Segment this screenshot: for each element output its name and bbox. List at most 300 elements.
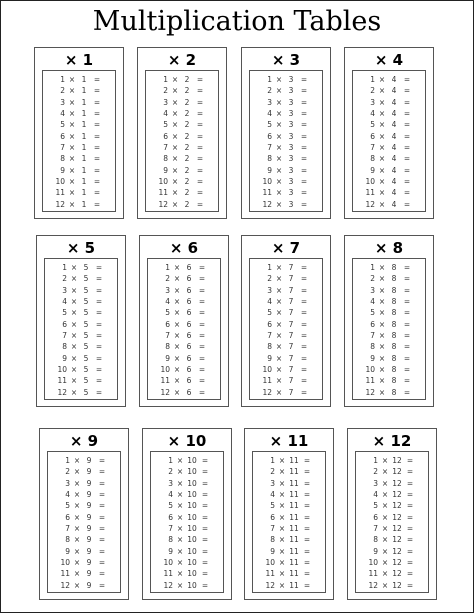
- factor: 11: [289, 456, 299, 465]
- multiplier: 8: [267, 342, 272, 352]
- times-sign: ×: [70, 331, 78, 341]
- equals-sign: =: [403, 109, 411, 119]
- equals-sign: =: [406, 512, 414, 522]
- factor: 5: [83, 331, 89, 341]
- equals-sign: =: [95, 331, 103, 341]
- multiplier: 1: [168, 456, 173, 465]
- multiplier: 5: [270, 501, 275, 511]
- table-title: × 8: [374, 239, 404, 257]
- factor: 5: [83, 342, 89, 352]
- multiplier: 6: [370, 319, 375, 329]
- multiplier: 8: [370, 342, 375, 352]
- equals-sign: =: [93, 75, 101, 84]
- factor: 10: [187, 456, 197, 465]
- multiplier: 12: [55, 199, 65, 209]
- equals-sign: =: [406, 535, 414, 545]
- times-sign: ×: [171, 86, 179, 96]
- table-row: [148, 330, 220, 341]
- multiplier: 12: [163, 580, 173, 590]
- times-sign: ×: [68, 97, 76, 107]
- times-sign: ×: [278, 569, 286, 579]
- table-row: [43, 119, 115, 130]
- table-row: [250, 262, 322, 273]
- factor: 12: [392, 546, 402, 556]
- table-title: × 10: [167, 432, 207, 450]
- factor: 1: [81, 97, 87, 107]
- table-rows: [148, 262, 220, 398]
- times-sign: ×: [73, 501, 81, 511]
- multiplier: 12: [262, 387, 272, 397]
- multiplier: 4: [62, 297, 67, 307]
- times-sign: ×: [275, 342, 283, 352]
- times-sign: ×: [275, 131, 283, 141]
- table-row: [48, 489, 120, 500]
- equals-sign: =: [403, 342, 411, 352]
- times-sign: ×: [73, 490, 81, 500]
- factor: 10: [187, 512, 197, 522]
- equals-sign: =: [303, 501, 311, 511]
- equals-sign: =: [403, 188, 411, 198]
- table-row: [148, 375, 220, 386]
- table-row: [353, 296, 425, 307]
- multiplier: 6: [168, 512, 173, 522]
- table-row: [151, 523, 223, 534]
- equals-sign: =: [300, 165, 308, 175]
- factor: 5: [83, 285, 89, 295]
- factor: 4: [391, 188, 397, 198]
- times-sign: ×: [378, 365, 386, 375]
- times-sign: ×: [381, 524, 389, 534]
- table-row: [45, 307, 117, 318]
- times-sign: ×: [381, 512, 389, 522]
- table-row: [353, 97, 425, 108]
- multiplier: 1: [165, 263, 170, 272]
- multiplier: 7: [165, 331, 170, 341]
- multiplier: 11: [160, 376, 170, 386]
- factor: 9: [86, 546, 92, 556]
- times-sign: ×: [381, 546, 389, 556]
- multiplier: 6: [62, 319, 67, 329]
- table-row: [356, 489, 428, 500]
- times-sign: ×: [173, 319, 181, 329]
- table-row: [353, 199, 425, 210]
- factor: 12: [392, 456, 402, 465]
- times-sign: ×: [173, 353, 181, 363]
- multiplier: 9: [373, 546, 378, 556]
- multiplier: 1: [270, 456, 275, 465]
- table-row: [151, 500, 223, 511]
- factor: 4: [391, 165, 397, 175]
- times-sign: ×: [275, 165, 283, 175]
- factor: 2: [184, 86, 190, 96]
- table-row: [151, 546, 223, 557]
- equals-sign: =: [98, 501, 106, 511]
- equals-sign: =: [300, 376, 308, 386]
- equals-sign: =: [403, 376, 411, 386]
- times-sign: ×: [70, 387, 78, 397]
- multiplier: 11: [262, 376, 272, 386]
- table-title: × 11: [269, 432, 309, 450]
- factor: 1: [81, 199, 87, 209]
- times-sign: ×: [378, 109, 386, 119]
- table-row: [43, 187, 115, 198]
- multiplier: 3: [163, 97, 168, 107]
- multiplier: 8: [373, 535, 378, 545]
- times-sign: ×: [176, 478, 184, 488]
- times-sign: ×: [73, 478, 81, 488]
- times-sign: ×: [381, 478, 389, 488]
- multiplier: 1: [62, 263, 67, 272]
- times-sign: ×: [73, 580, 81, 590]
- equals-sign: =: [95, 308, 103, 318]
- equals-sign: =: [196, 165, 204, 175]
- equals-sign: =: [403, 365, 411, 375]
- table-row: [45, 364, 117, 375]
- factor: 7: [288, 297, 294, 307]
- equals-sign: =: [93, 120, 101, 130]
- table-row: [48, 557, 120, 568]
- times-sign: ×: [378, 274, 386, 284]
- multiplier: 5: [62, 308, 67, 318]
- times-sign: ×: [70, 319, 78, 329]
- multiplier: 10: [365, 365, 375, 375]
- factor: 6: [186, 308, 192, 318]
- times-sign: ×: [278, 512, 286, 522]
- multiplier: 5: [267, 120, 272, 130]
- equals-sign: =: [98, 524, 106, 534]
- factor: 8: [391, 365, 397, 375]
- multiplier: 3: [165, 285, 170, 295]
- table-row: [250, 97, 322, 108]
- factor: 1: [81, 188, 87, 198]
- table-card-10: [142, 428, 232, 600]
- table-row: [353, 387, 425, 398]
- table-row: [250, 187, 322, 198]
- table-row: [48, 580, 120, 591]
- times-sign: ×: [173, 365, 181, 375]
- times-sign: ×: [278, 524, 286, 534]
- equals-sign: =: [98, 512, 106, 522]
- equals-sign: =: [303, 490, 311, 500]
- equals-sign: =: [403, 319, 411, 329]
- equals-sign: =: [300, 75, 308, 84]
- table-box: [47, 451, 121, 593]
- table-row: [148, 296, 220, 307]
- equals-sign: =: [406, 456, 414, 465]
- table-row: [253, 580, 325, 591]
- times-sign: ×: [73, 558, 81, 568]
- table-row: [43, 142, 115, 153]
- table-row: [48, 500, 120, 511]
- factor: 4: [391, 97, 397, 107]
- table-row: [353, 262, 425, 273]
- multiplier: 4: [163, 109, 168, 119]
- table-row: [48, 568, 120, 579]
- equals-sign: =: [201, 490, 209, 500]
- table-box: [352, 70, 426, 212]
- factor: 2: [184, 109, 190, 119]
- table-row: [250, 153, 322, 164]
- equals-sign: =: [95, 285, 103, 295]
- multiplier: 11: [265, 569, 275, 579]
- table-row: [146, 108, 218, 119]
- factor: 1: [81, 143, 87, 153]
- times-sign: ×: [378, 177, 386, 187]
- times-sign: ×: [275, 199, 283, 209]
- multiplier: 8: [270, 535, 275, 545]
- table-box: [147, 258, 221, 400]
- factor: 4: [391, 86, 397, 96]
- table-row: [356, 500, 428, 511]
- table-row: [250, 131, 322, 142]
- times-sign: ×: [176, 580, 184, 590]
- table-box: [145, 70, 219, 212]
- factor: 9: [86, 558, 92, 568]
- multiplier: 11: [368, 569, 378, 579]
- table-card-6: [139, 235, 229, 407]
- factor: 11: [289, 478, 299, 488]
- multiplier: 9: [165, 353, 170, 363]
- multiplier: 10: [365, 177, 375, 187]
- table-row: [356, 478, 428, 489]
- times-sign: ×: [68, 165, 76, 175]
- multiplier: 1: [267, 263, 272, 272]
- multiplier: 4: [370, 109, 375, 119]
- factor: 12: [392, 501, 402, 511]
- factor: 3: [288, 120, 294, 130]
- factor: 7: [288, 285, 294, 295]
- table-row: [356, 512, 428, 523]
- times-sign: ×: [381, 558, 389, 568]
- factor: 12: [392, 580, 402, 590]
- times-sign: ×: [275, 75, 283, 84]
- factor: 7: [288, 319, 294, 329]
- table-row: [45, 353, 117, 364]
- multiplier: 3: [267, 285, 272, 295]
- multiplier: 2: [370, 274, 375, 284]
- table-row: [250, 319, 322, 330]
- factor: 1: [81, 131, 87, 141]
- factor: 3: [288, 199, 294, 209]
- multiplier: 10: [60, 558, 70, 568]
- table-row: [45, 387, 117, 398]
- equals-sign: =: [403, 274, 411, 284]
- times-sign: ×: [275, 319, 283, 329]
- times-sign: ×: [378, 331, 386, 341]
- multiplier: 4: [165, 297, 170, 307]
- table-rows: [250, 74, 322, 210]
- factor: 3: [288, 131, 294, 141]
- times-sign: ×: [278, 558, 286, 568]
- times-sign: ×: [171, 143, 179, 153]
- table-row: [353, 176, 425, 187]
- multiplier: 6: [60, 131, 65, 141]
- table-row: [250, 273, 322, 284]
- equals-sign: =: [95, 365, 103, 375]
- times-sign: ×: [378, 188, 386, 198]
- factor: 7: [288, 342, 294, 352]
- table-row: [253, 546, 325, 557]
- factor: 8: [391, 285, 397, 295]
- table-row: [146, 187, 218, 198]
- table-row: [151, 580, 223, 591]
- factor: 11: [289, 512, 299, 522]
- multiplier: 8: [65, 535, 70, 545]
- table-row: [146, 131, 218, 142]
- factor: 7: [288, 274, 294, 284]
- equals-sign: =: [303, 524, 311, 534]
- equals-sign: =: [198, 285, 206, 295]
- factor: 8: [391, 376, 397, 386]
- equals-sign: =: [196, 177, 204, 187]
- factor: 11: [289, 546, 299, 556]
- factor: 9: [86, 580, 92, 590]
- equals-sign: =: [300, 319, 308, 329]
- table-row: [353, 307, 425, 318]
- times-sign: ×: [278, 478, 286, 488]
- factor: 1: [81, 120, 87, 130]
- times-sign: ×: [68, 188, 76, 198]
- equals-sign: =: [93, 177, 101, 187]
- multiplier: 1: [370, 263, 375, 272]
- equals-sign: =: [300, 353, 308, 363]
- multiplier: 2: [373, 467, 378, 477]
- table-row: [356, 568, 428, 579]
- factor: 10: [187, 524, 197, 534]
- table-row: [250, 165, 322, 176]
- equals-sign: =: [300, 97, 308, 107]
- multiplier: 6: [267, 131, 272, 141]
- equals-sign: =: [98, 490, 106, 500]
- equals-sign: =: [403, 154, 411, 164]
- multiplier: 12: [365, 387, 375, 397]
- table-row: [353, 85, 425, 96]
- table-row: [253, 557, 325, 568]
- times-sign: ×: [378, 342, 386, 352]
- multiplier: 6: [270, 512, 275, 522]
- factor: 6: [186, 353, 192, 363]
- equals-sign: =: [201, 546, 209, 556]
- times-sign: ×: [381, 569, 389, 579]
- factor: 6: [186, 365, 192, 375]
- multiplier: 2: [165, 274, 170, 284]
- table-box: [44, 258, 118, 400]
- factor: 9: [86, 467, 92, 477]
- multiplier: 5: [370, 120, 375, 130]
- multiplier: 7: [60, 143, 65, 153]
- times-sign: ×: [171, 109, 179, 119]
- factor: 12: [392, 512, 402, 522]
- factor: 1: [81, 86, 87, 96]
- equals-sign: =: [403, 353, 411, 363]
- factor: 4: [391, 154, 397, 164]
- equals-sign: =: [300, 297, 308, 307]
- times-sign: ×: [275, 387, 283, 397]
- times-sign: ×: [171, 165, 179, 175]
- table-row: [43, 97, 115, 108]
- factor: 4: [391, 143, 397, 153]
- equals-sign: =: [196, 86, 204, 96]
- multiplier: 4: [267, 297, 272, 307]
- equals-sign: =: [406, 524, 414, 534]
- table-box: [252, 451, 326, 593]
- factor: 2: [184, 177, 190, 187]
- equals-sign: =: [406, 546, 414, 556]
- table-row: [356, 455, 428, 466]
- equals-sign: =: [403, 285, 411, 295]
- factor: 8: [391, 274, 397, 284]
- times-sign: ×: [70, 376, 78, 386]
- equals-sign: =: [201, 535, 209, 545]
- times-sign: ×: [173, 376, 181, 386]
- equals-sign: =: [95, 342, 103, 352]
- multiplier: 12: [368, 580, 378, 590]
- multiplier: 7: [370, 143, 375, 153]
- equals-sign: =: [196, 188, 204, 198]
- factor: 4: [391, 75, 397, 84]
- table-row: [250, 341, 322, 352]
- table-row: [146, 165, 218, 176]
- table-row: [356, 534, 428, 545]
- table-row: [353, 285, 425, 296]
- multiplier: 2: [267, 274, 272, 284]
- equals-sign: =: [196, 143, 204, 153]
- times-sign: ×: [68, 109, 76, 119]
- times-sign: ×: [70, 285, 78, 295]
- factor: 8: [391, 387, 397, 397]
- equals-sign: =: [198, 353, 206, 363]
- times-sign: ×: [275, 353, 283, 363]
- table-row: [45, 262, 117, 273]
- table-row: [356, 546, 428, 557]
- factor: 10: [187, 501, 197, 511]
- table-row: [148, 307, 220, 318]
- equals-sign: =: [406, 501, 414, 511]
- equals-sign: =: [406, 569, 414, 579]
- table-box: [355, 451, 429, 593]
- times-sign: ×: [378, 120, 386, 130]
- table-row: [253, 489, 325, 500]
- equals-sign: =: [93, 154, 101, 164]
- multiplier: 12: [60, 580, 70, 590]
- table-row: [148, 285, 220, 296]
- table-row: [250, 307, 322, 318]
- multiplier: 10: [57, 365, 67, 375]
- factor: 4: [391, 199, 397, 209]
- times-sign: ×: [278, 546, 286, 556]
- factor: 2: [184, 154, 190, 164]
- table-rows: [146, 74, 218, 210]
- factor: 6: [186, 342, 192, 352]
- times-sign: ×: [381, 535, 389, 545]
- table-card-3: [241, 47, 331, 219]
- multiplier: 11: [60, 569, 70, 579]
- times-sign: ×: [278, 535, 286, 545]
- times-sign: ×: [381, 501, 389, 511]
- factor: 10: [187, 569, 197, 579]
- times-sign: ×: [275, 188, 283, 198]
- table-row: [353, 330, 425, 341]
- equals-sign: =: [201, 501, 209, 511]
- times-sign: ×: [173, 387, 181, 397]
- multiplier: 5: [60, 120, 65, 130]
- equals-sign: =: [300, 199, 308, 209]
- table-row: [45, 319, 117, 330]
- equals-sign: =: [403, 97, 411, 107]
- table-row: [253, 455, 325, 466]
- multiplier: 9: [168, 546, 173, 556]
- table-row: [148, 319, 220, 330]
